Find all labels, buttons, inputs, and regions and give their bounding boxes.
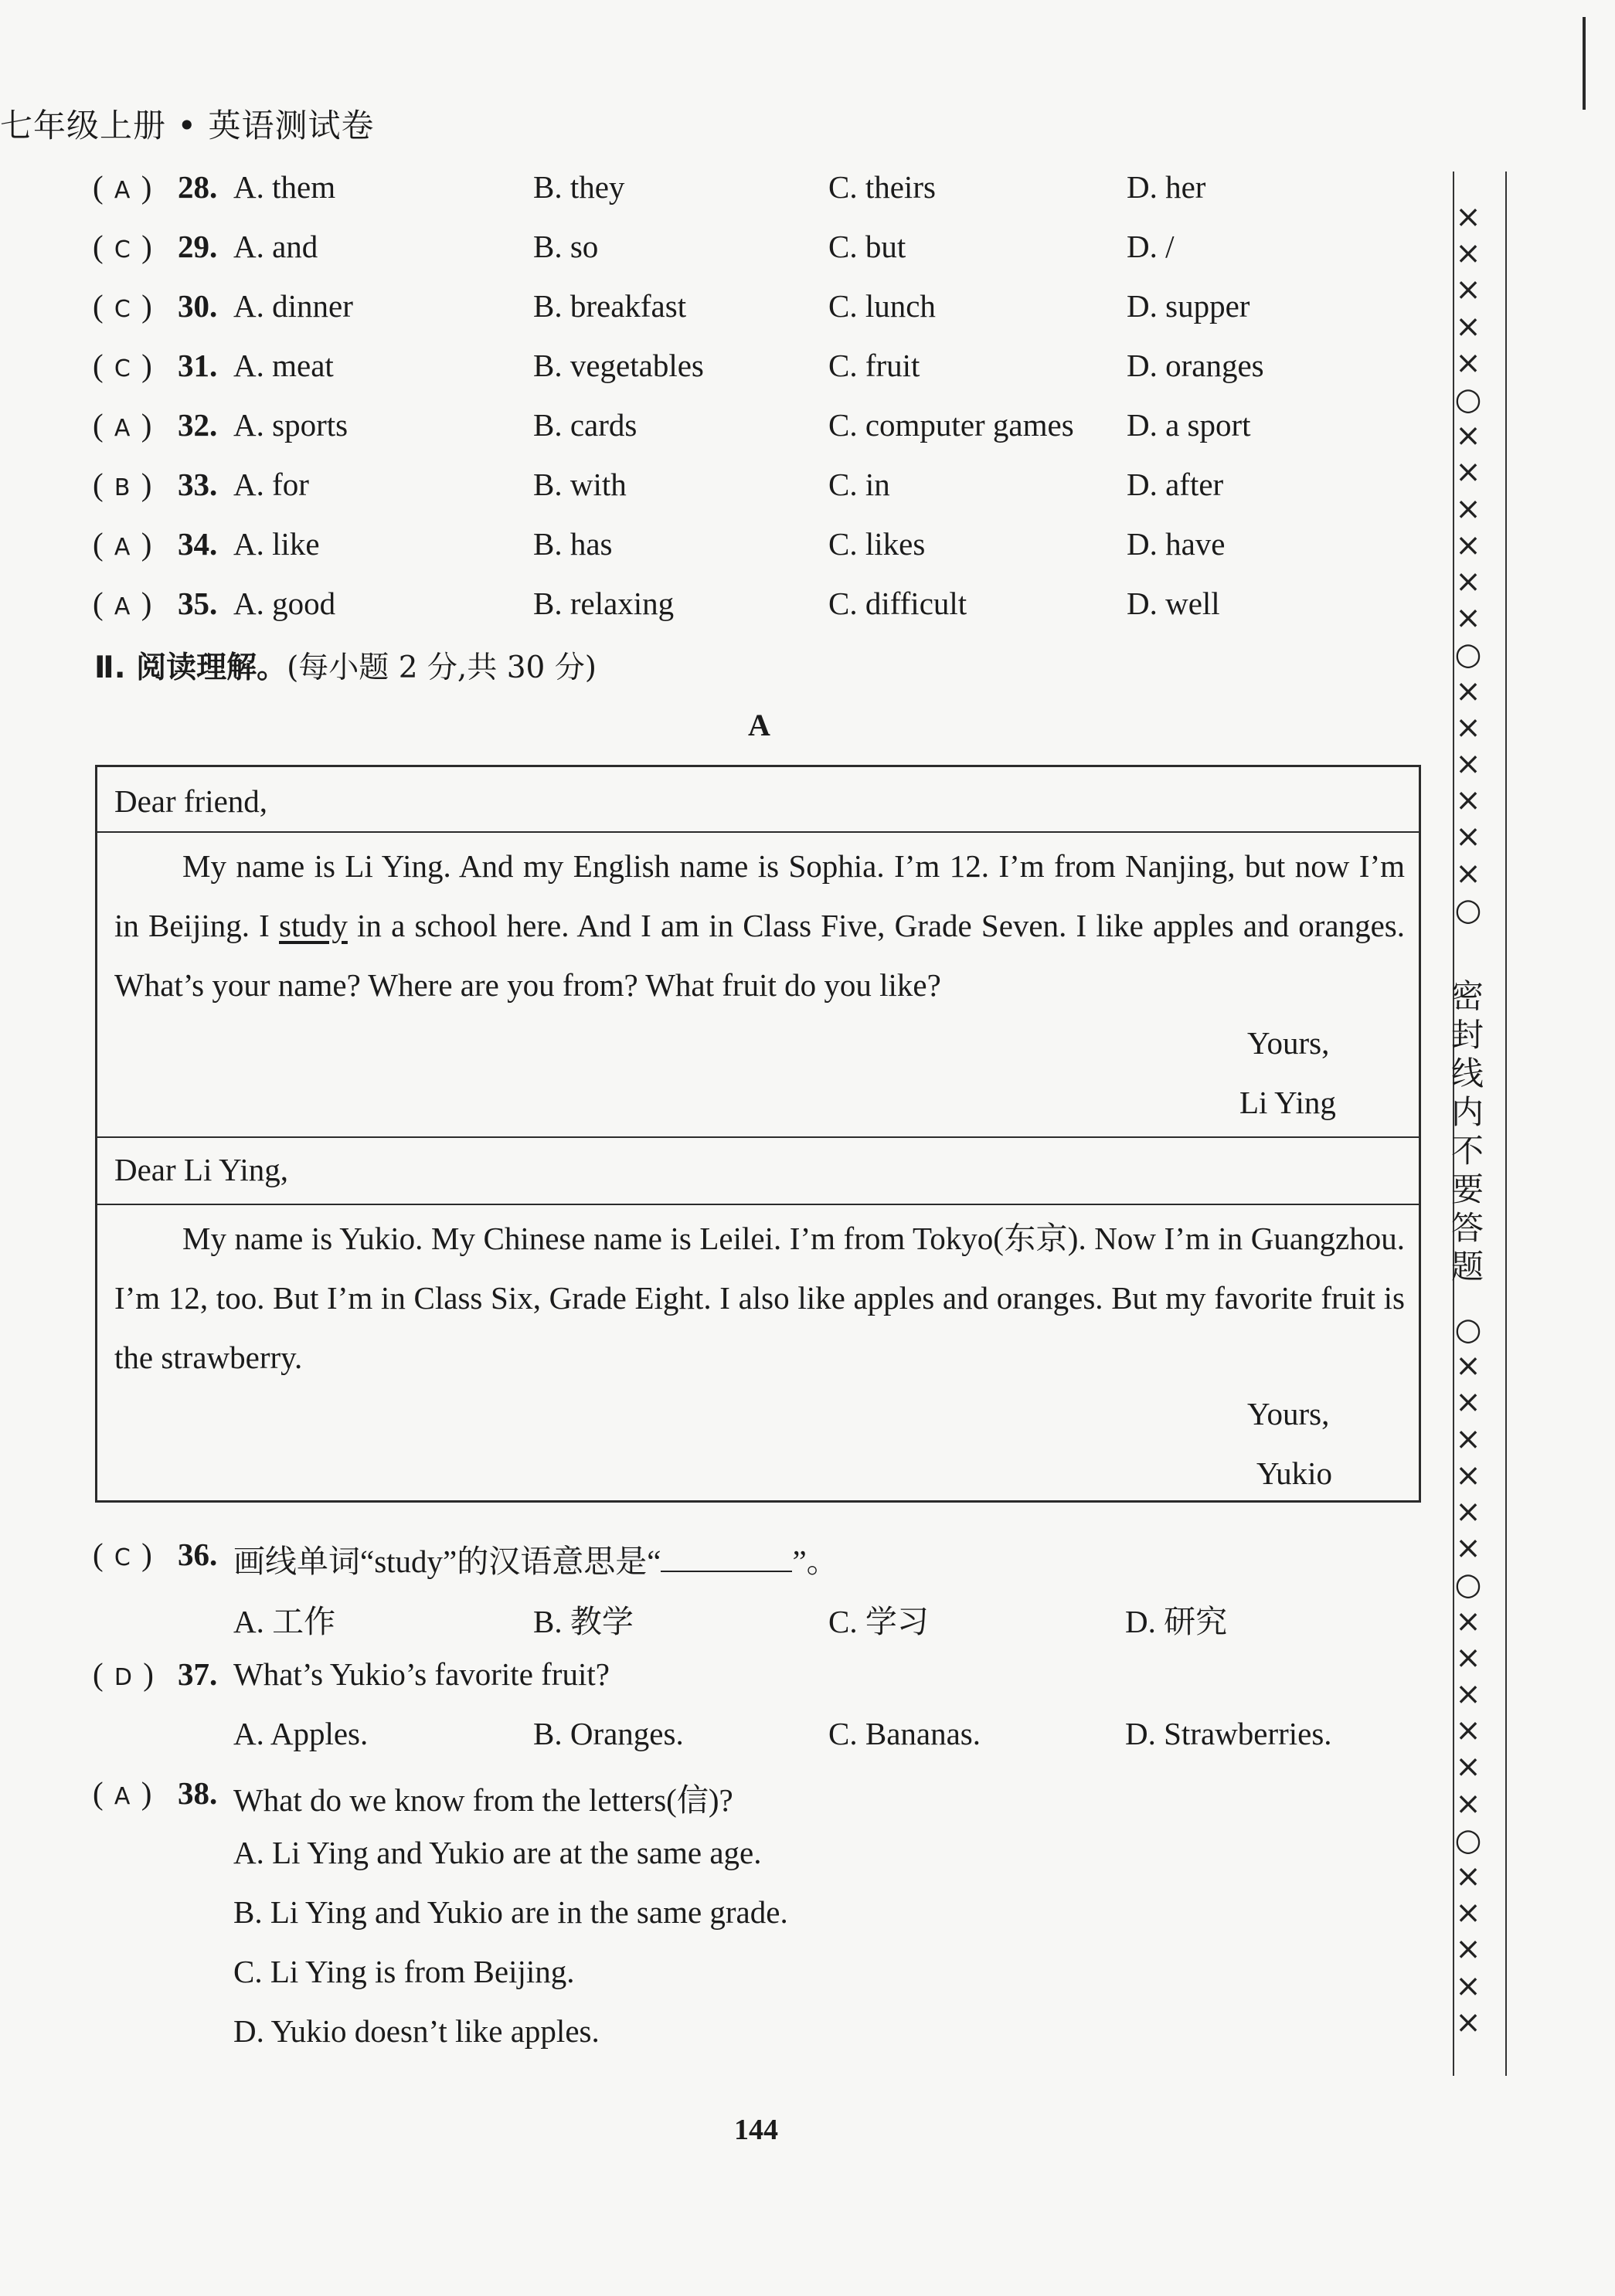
option-a: A. dinner (233, 288, 353, 324)
option-b: B. vegetables (533, 348, 704, 383)
seal-cross-mark: × (1455, 1931, 1481, 1968)
answer-letter: A (114, 415, 131, 442)
answer-bracket: ( D ) (93, 1656, 154, 1692)
letter1-body-end: in a school here. And I am in Class Five, Grade Seven. I like apples and oranges. What’s your name? Where are you from? What fruit do you like? (114, 908, 1405, 1003)
stem-start: 画线单词“study”的汉语意思是“ (233, 1544, 661, 1579)
letter1-closing: Yours, (1247, 1025, 1330, 1061)
scan-edge-line (1583, 17, 1586, 110)
page-header-title: 七年级上册 • 英语测试卷 (0, 107, 375, 144)
page-number: 144 (734, 2114, 778, 2146)
letter2-signature: Yukio (1256, 1455, 1332, 1491)
option-b: B. breakfast (533, 288, 687, 324)
question-number: 35. (178, 586, 218, 621)
seal-cross-mark: × (1455, 709, 1481, 746)
answer-blank (661, 1547, 792, 1572)
option-c: C. theirs (828, 169, 936, 205)
seal-cross-mark: × (1455, 1859, 1481, 1894)
seal-cross-mark: × (1455, 272, 1481, 308)
option-c: C. computer games (828, 407, 1074, 443)
question-number: 34. (178, 526, 218, 562)
seal-circle-mark: ○ (1454, 382, 1482, 417)
answer-bracket: ( A ) (93, 169, 152, 205)
seal-circle-mark: ○ (1454, 1822, 1482, 1858)
divider (97, 1136, 1419, 1138)
seal-cross-mark: × (1455, 527, 1481, 563)
answer-letter: C (114, 296, 131, 323)
question-number: 33. (178, 467, 218, 502)
letter1-body (114, 837, 1405, 1015)
answer-letter: C (114, 1544, 131, 1571)
seal-line-right (1505, 172, 1507, 2076)
seal-circle-mark: ○ (1454, 1312, 1482, 1347)
seal-cross-mark: × (1455, 600, 1481, 637)
seal-cross-mark: × (1455, 491, 1481, 527)
letters-box (95, 765, 1421, 1503)
letter2-body: My name is Yukio. My Chinese name is Leilei. I’m from Tokyo(东京). Now I’m in Guangzhou. I’m 12, too. But I’m in Class Six, Grade Eight. I also like apples and oranges. But my favorite fruit is the strawberry. (114, 1221, 1405, 1375)
seal-cross-mark: × (1455, 564, 1481, 599)
seal-cross-mark: × (1455, 345, 1481, 381)
seal-cross-mark: × (1455, 236, 1481, 272)
option-d: D. well (1127, 586, 1220, 621)
option-d: D. supper (1127, 288, 1250, 324)
seal-circle-mark: ○ (1454, 1567, 1482, 1603)
seal-cross-mark: × (1455, 1457, 1481, 1493)
option-c: C. difficult (828, 586, 967, 621)
seal-cross-mark: × (1455, 1968, 1481, 2004)
question-number: 31. (178, 348, 218, 383)
answer-letter: A (114, 1783, 131, 1810)
seal-cross-mark: × (1455, 673, 1481, 709)
option-b: B. has (533, 526, 613, 562)
question-number: 37. (178, 1656, 218, 1692)
answer-letter: C (114, 355, 131, 382)
underlined-word: study (279, 908, 348, 943)
letter1-signature: Li Ying (1239, 1085, 1336, 1120)
letter2-greeting: Dear Li Ying, (114, 1152, 289, 1187)
answer-letter: B (114, 474, 131, 501)
letter1-greeting: Dear friend, (114, 783, 268, 819)
option-a: A. them (233, 169, 336, 205)
option-d: D. her (1127, 169, 1206, 205)
option-c: C. in (828, 467, 890, 502)
divider (97, 831, 1419, 833)
seal-cross-mark: × (1455, 2004, 1481, 2040)
option-a: A. 工作 (233, 1604, 336, 1639)
option-b: B. Oranges. (533, 1716, 684, 1751)
seal-cross-mark: × (1455, 783, 1481, 819)
option-a: A. for (233, 467, 309, 502)
answer-letter: C (114, 236, 131, 263)
option-d: D. after (1127, 467, 1224, 502)
option-d: D. oranges (1127, 348, 1264, 383)
option-b: B. relaxing (533, 586, 675, 621)
seal-cross-mark: × (1455, 819, 1481, 855)
option-b: B. 教学 (533, 1604, 634, 1639)
option-d: D. have (1127, 526, 1226, 562)
seal-cross-mark: × (1455, 1639, 1481, 1676)
option-a: A. and (233, 229, 318, 264)
option-c: C. Bananas. (828, 1716, 981, 1751)
option-a: A. meat (233, 348, 334, 383)
seal-cross-mark: × (1455, 1421, 1481, 1457)
answer-bracket: ( C ) (93, 229, 152, 264)
section-title-text: Ⅱ. 阅读理解。 (94, 650, 287, 685)
option-d: D. Yukio doesn’t like apples. (233, 2013, 600, 2049)
seal-cross-mark: × (1455, 1530, 1481, 1567)
seal-cross-mark: × (1455, 418, 1481, 454)
option-d: D. / (1127, 229, 1175, 264)
seal-circle-mark: ○ (1454, 892, 1482, 928)
seal-cross-mark: × (1455, 1384, 1481, 1421)
seal-cross-mark: × (1455, 1713, 1481, 1749)
section-score-note: (每小题 2 分,共 30 分) (287, 650, 597, 685)
question-stem: What’s Yukio’s favorite fruit? (233, 1656, 610, 1692)
option-a: A. like (233, 526, 320, 562)
answer-letter: D (114, 1664, 133, 1691)
option-b: B. they (533, 169, 625, 205)
answer-bracket: ( A ) (93, 586, 152, 621)
option-c: C. Li Ying is from Beijing. (233, 1954, 575, 1989)
option-a: A. sports (233, 407, 348, 443)
letter1-body-start: My name is Li Ying. And my English name is Sophia. I’m 12. I’m from Nanjing, but now I’m in Beijing. I (114, 848, 1405, 943)
seal-cross-mark: × (1455, 1895, 1481, 1931)
seal-cross-mark: × (1455, 308, 1481, 345)
seal-cross-mark: × (1455, 1785, 1481, 1822)
section-title (94, 644, 597, 687)
question-number: 32. (178, 407, 218, 443)
seal-cross-mark: × (1455, 855, 1481, 892)
question-number: 38. (178, 1775, 218, 1811)
seal-cross-mark: × (1455, 199, 1481, 235)
question-number: 36. (178, 1537, 218, 1572)
seal-cross-mark: × (1455, 1348, 1481, 1384)
question-number: 30. (178, 288, 218, 324)
seal-cross-mark: × (1455, 1603, 1481, 1639)
option-a: A. Apples. (233, 1716, 369, 1751)
passage-label: A (748, 708, 770, 742)
option-d: D. Strawberries. (1125, 1716, 1332, 1751)
option-d: D. a sport (1127, 407, 1251, 443)
question-stem (233, 1536, 838, 1581)
letter2-closing: Yours, (1247, 1396, 1330, 1432)
option-b: B. cards (533, 407, 638, 443)
option-c: C. fruit (828, 348, 920, 383)
option-c: C. lunch (828, 288, 936, 324)
answer-bracket: ( C ) (93, 1537, 152, 1572)
question-stem: What do we know from the letters(信)? (233, 1782, 733, 1818)
divider (97, 1204, 1419, 1205)
option-c: C. but (828, 229, 906, 264)
option-c: C. 学习 (828, 1604, 929, 1639)
seal-warning-text: 密封线内不要答题 (1450, 977, 1484, 1286)
option-b: B. so (533, 229, 599, 264)
answer-letter: A (114, 534, 131, 561)
answer-letter: A (114, 177, 131, 204)
question-number: 28. (178, 169, 218, 205)
answer-bracket: ( B ) (93, 467, 152, 502)
seal-cross-mark: × (1455, 1494, 1481, 1530)
answer-bracket: ( A ) (93, 526, 152, 562)
option-d: D. 研究 (1125, 1604, 1228, 1639)
answer-bracket: ( A ) (93, 1775, 152, 1811)
seal-cross-mark: × (1455, 746, 1481, 782)
seal-circle-mark: ○ (1454, 637, 1482, 673)
answer-bracket: ( C ) (93, 288, 152, 324)
option-b: B. Li Ying and Yukio are in the same grade. (233, 1894, 788, 1930)
option-a: A. Li Ying and Yukio are at the same age. (233, 1835, 762, 1870)
stem-end: ”。 (792, 1544, 838, 1579)
option-b: B. with (533, 467, 627, 502)
answer-bracket: ( C ) (93, 348, 152, 383)
option-c: C. likes (828, 526, 926, 562)
seal-cross-mark: × (1455, 454, 1481, 491)
seal-cross-mark: × (1455, 1676, 1481, 1712)
seal-cross-mark: × (1455, 1749, 1481, 1785)
answer-bracket: ( A ) (93, 407, 152, 443)
option-a: A. good (233, 586, 336, 621)
question-number: 29. (178, 229, 218, 264)
answer-letter: A (114, 593, 131, 620)
